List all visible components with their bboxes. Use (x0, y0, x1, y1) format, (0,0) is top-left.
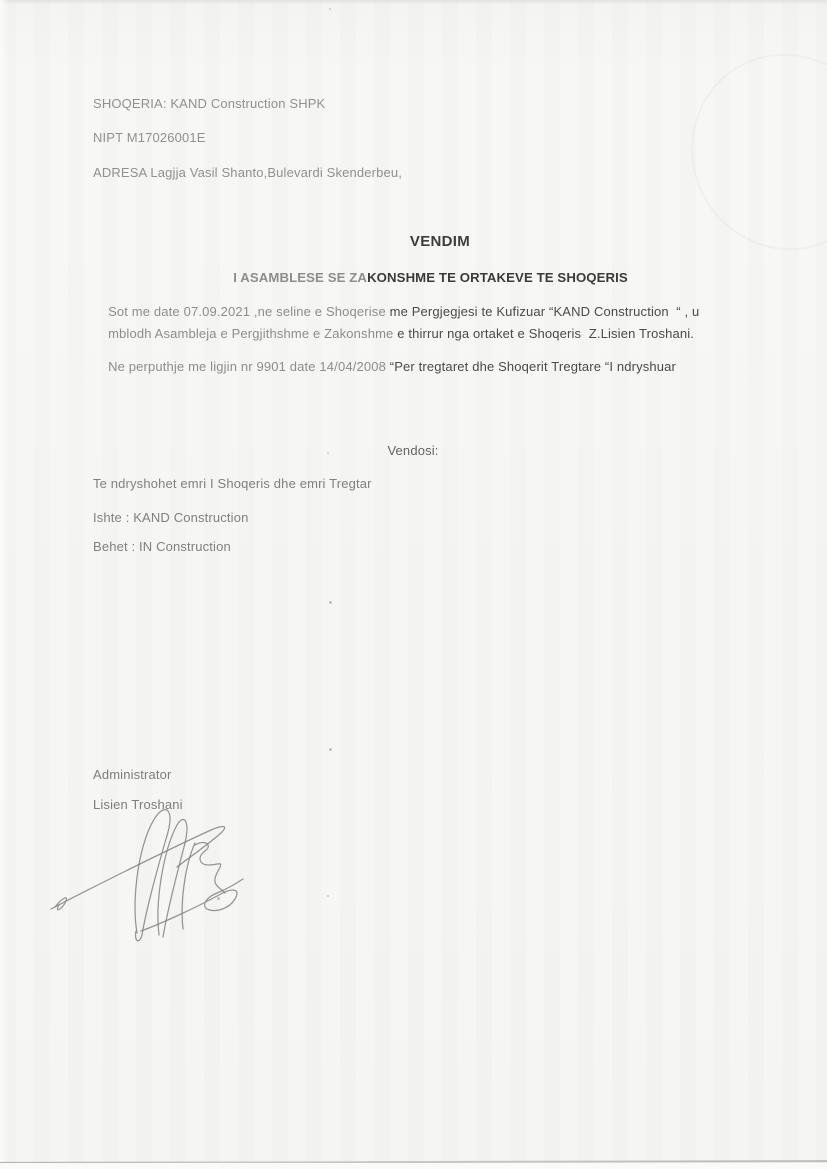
paragraph1-line1-dark: me Pergjegjesi te Kufizuar “KAND Construction “ , u (389, 304, 700, 319)
scan-top-edge (0, 0, 827, 5)
paragraph2-light: Ne perputhje me ligjin nr 9901 date 14/04/2008 (108, 359, 390, 374)
document-subtitle-right: KONSHME TE ORTAKEVE TE SHOQERIS (367, 270, 628, 285)
scan-left-edge (0, 0, 9, 1169)
document-title: VENDIM (409, 233, 471, 250)
scan-bottom-margin (0, 1163, 827, 1169)
address-line: ADRESA Lagjja Vasil Shanto,Bulevardi Skenderbeu, (93, 165, 403, 180)
paragraph1-line2-dark: e thirrur nga ortaket e Shoqeris Z.Lisien Troshani. (397, 326, 695, 341)
decision-line-2: Ishte : KAND Construction (93, 510, 249, 525)
signer-name: Lisien Troshani (93, 797, 183, 812)
nipt-line: NIPT M17026001E (93, 130, 206, 145)
decision-line-3: Behet : IN Construction (93, 539, 231, 554)
dust-speck (327, 895, 329, 897)
decision-heading: Vendosi: (387, 443, 439, 458)
document-subtitle-left: I ASAMBLESE SE ZA (233, 270, 368, 285)
dust-speck (329, 748, 332, 751)
dust-speck (329, 601, 332, 604)
paragraph2-dark: “Per tregtaret dhe Shoqerit Tregtare “I ndryshuar (389, 359, 677, 374)
signer-role: Administrator (93, 767, 172, 782)
paragraph1-line1-light: Sot me date 07.09.2021 ,ne seline e Shoqerise (108, 304, 390, 319)
decision-line-1: Te ndryshohet emri I Shoqeris dhe emri Tregtar (93, 476, 372, 491)
paragraph2 (93, 344, 773, 389)
paragraph1-line2-light: mblodh Asambleja e Pergjithshme e Zakonshme (108, 326, 398, 341)
dust-speck (329, 8, 331, 10)
handwritten-signature (45, 803, 245, 943)
company-name-line: SHOQERIA: KAND Construction SHPK (93, 96, 326, 111)
